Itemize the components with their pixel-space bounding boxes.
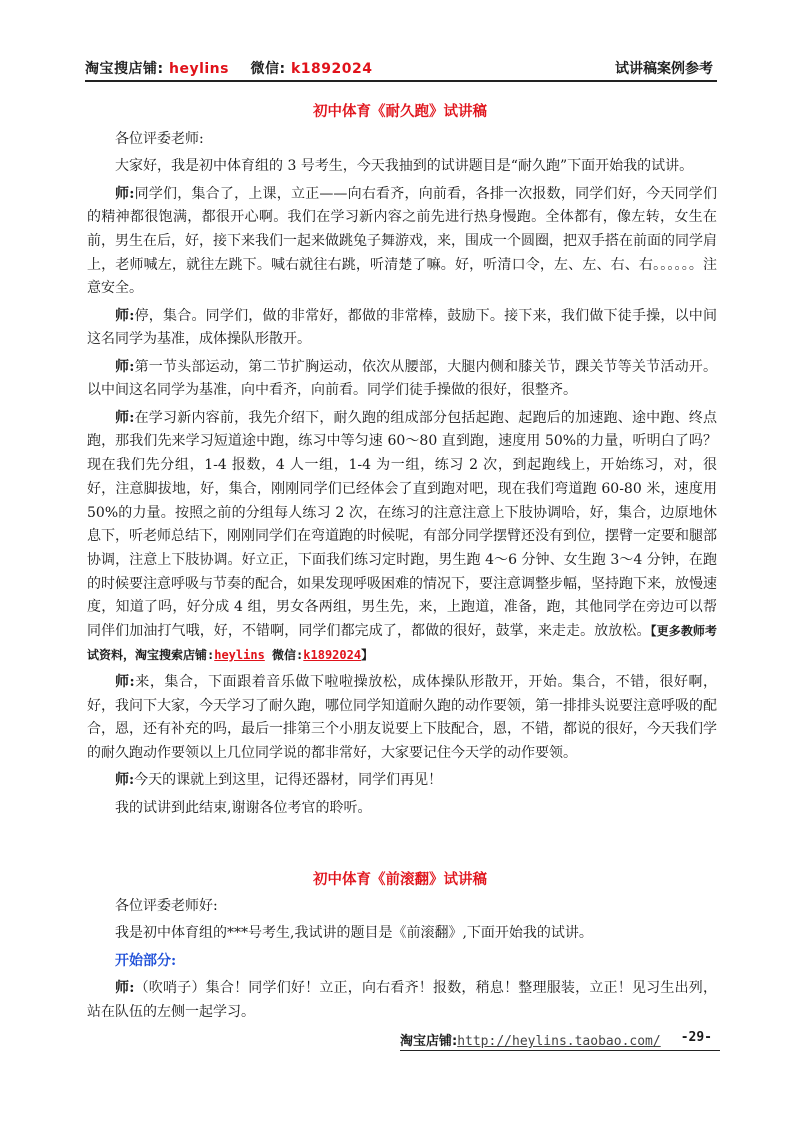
teacher-prefix: 师:: [115, 185, 135, 202]
teacher-prefix: 师:: [115, 674, 135, 691]
paragraph: [87, 183, 717, 302]
promo-shop-link[interactable]: heylins: [214, 647, 265, 662]
footer-url-link[interactable]: http://heylins.taobao.com/: [457, 1034, 661, 1049]
header-contact: [85, 58, 372, 78]
section2-title: 初中体育《前滚翻》试讲稿: [313, 871, 487, 888]
shop-name: heylins: [168, 61, 229, 77]
section2-body: [87, 895, 717, 1028]
paragraph: [87, 407, 717, 668]
paragraph-text: 今天的课就上到这里，记得还器材，同学们再见！: [134, 772, 443, 789]
paragraph: [87, 977, 717, 1024]
paragraph: [87, 671, 717, 766]
footer-label: 淘宝店铺:: [400, 1034, 458, 1049]
paragraph-text: 同学们，集合了，上课，立正——向右看齐，向前看，各排一次报数，同学们好，今天同学们的精神都很饱满，都很开心啊。我们在学习新内容之前先进行热身慢跑。全体都有，像左转，女生在前，男生在后，好，接下来我们一起来做跳兔子舞游戏，来，围成一个圆圈，把双手搭在前面的同学肩上，老师喊左，就往左跳下。喊右就往右跳，听清楚了嘛。好，听清口令，左、左、右、右。。。。。。注意安全。: [87, 185, 718, 297]
teacher-prefix: 师:: [115, 772, 135, 789]
paragraph-text: 来，集合，下面跟着音乐做下啦啦操放松，成体操队形散开，开始。集合，不错，很好啊，好，我问下大家，今天学习了耐久跑，哪位同学知道耐久跑的动作要领，第一排排头说要注意呼吸的配合，恩，还有补充的吗，最后一排第三个小朋友说要上下肢配合，恩，不错，都说的很好，今天我们学的耐久跑动作要领以上几位同学说的都非常好，大家要记住今天学的动作要领。: [87, 674, 718, 762]
start-section-label: 开始部分:: [115, 952, 177, 969]
page-number: -29-: [680, 1030, 712, 1045]
greeting: 各位评委老师:: [115, 131, 204, 147]
paragraph-text: 在学习新内容前，我先介绍下，耐久跑的组成部分包括起跑、起跑后的加速跑、途中跑、终点跑，那我们先来学习短道途中跑，练习中等匀速 60～80 直到跑，速度用 50%的力量，听明白了吗？现在我们先分组，1-4 报数，4 人一组，1-4 为一组，练习 2 次，到起跑线上，开始练习，对，很好，注意脚拔地，好，集合，刚刚同学们已经体会了直到跑对吧，现在我们弯道跑 60-80 米，速度用 50%的力量。按照之前的分组每人练习 2 次，在练习的注意注意上下肢协调哈，好，集合，边原地休息下，听老师总结下，刚刚同学们在弯道跑的时候呢，有部分同学摆臂还没有到位，摆臂一定要和腿部协调，注意上下肢协调。好立正，下面我们练习定时跑，男生跑 4～6 分钟、女生跑 3～4 分钟，在跑的时候要注意呼吸与节奏的配合，如果发现呼吸困难的情况下，要注意调整步幅，坚持跑下来，放慢速度，知道了吗，好分成 4 组，男女各两组，男生先，来，上跑道，准备，跑，其他同学在旁边可以帮同伴们加油打气哦，好，不错啊，同学们都完成了，都做的很好，鼓掌，来走走。放放松。: [87, 409, 718, 640]
section1-title: 初中体育《耐久跑》试讲稿: [313, 103, 487, 120]
header-title: 试讲稿案例参考: [615, 61, 713, 77]
promo-text: 【更多教师考试资料，淘宝搜索店铺:: [87, 624, 717, 662]
paragraph: [87, 305, 717, 352]
section1-body: [87, 128, 717, 824]
promo-wechat-label: 微信:: [272, 647, 304, 662]
shop-label: 淘宝搜店铺:: [85, 61, 164, 77]
intro: 我是初中体育组的***号考生,我试讲的题目是《前滚翻》,下面开始我的试讲。: [115, 925, 593, 942]
wechat-id: k1892024: [290, 61, 373, 77]
teacher-prefix: 师:: [115, 979, 135, 996]
paragraph: [87, 769, 717, 793]
closing: 我的试讲到此结束,谢谢各位考官的聆听。: [115, 799, 372, 816]
teacher-prefix: 师:: [115, 358, 135, 375]
wechat-label: 微信:: [250, 61, 286, 77]
paragraph-text: 停，集合。同学们，做的非常好，都做的非常棒，鼓励下。接下来，我们做下徒手操，以中间这名同学为基准，成体操队形散开。: [87, 307, 718, 348]
greeting: 各位评委老师好:: [115, 898, 218, 914]
page-header: [85, 54, 717, 82]
intro: 大家好，我是初中体育组的 3 号考生，今天我抽到的试讲题目是“耐久跑”下面开始我的试讲。: [115, 158, 694, 175]
promo-wechat-link[interactable]: k1892024: [303, 647, 362, 662]
page-footer: [400, 1030, 720, 1051]
teacher-prefix: 师:: [115, 307, 135, 324]
paragraph-text: 第一节头部运动，第二节扩胸运动，依次从腰部，大腿内侧和膝关节，踝关节等关节活动开。以中间这名同学为基准，向中看齐，向前看。同学们徒手操做的很好，很整齐。: [87, 358, 718, 399]
paragraph: [87, 356, 717, 403]
teacher-prefix: 师:: [115, 409, 135, 426]
promo-end: 】: [361, 647, 374, 662]
paragraph-text: （吹哨子）集合！同学们好！立正，向右看齐！报数，稍息！整理服装，立正！见习生出列，站在队伍的左侧一起学习。: [87, 979, 718, 1020]
